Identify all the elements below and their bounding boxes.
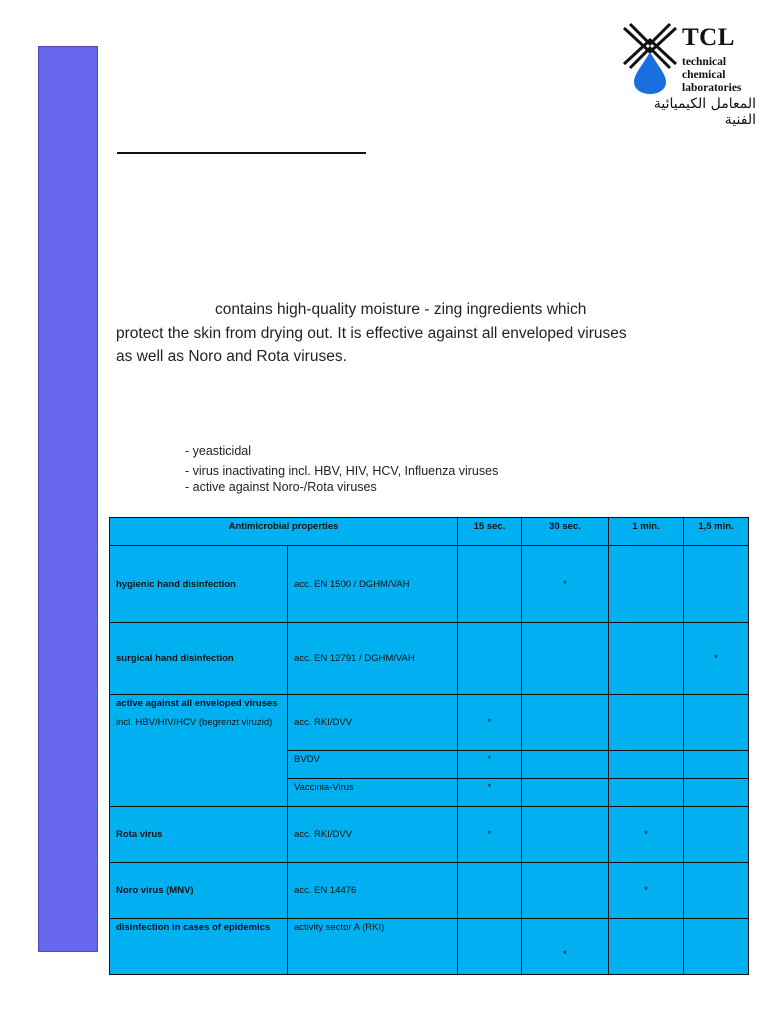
- row-method: acc. EN 12791 / DGHM/VAH: [294, 653, 415, 664]
- row-label: Rota virus: [116, 829, 163, 840]
- title-underline: [117, 152, 366, 154]
- table-row: [110, 695, 749, 751]
- logo-line-2: chemical: [682, 69, 726, 81]
- row-label: Noro virus (MNV): [116, 885, 194, 896]
- mark: *: [563, 578, 567, 590]
- mark: *: [487, 829, 492, 840]
- mark: *: [487, 782, 492, 793]
- header-1-5-min: 1,5 min.: [698, 521, 734, 532]
- mark: *: [644, 829, 648, 840]
- property-item: - active against Noro-/Rota viruses: [185, 480, 377, 494]
- mark: *: [487, 717, 492, 728]
- logo-arabic-name: المعامل الكيميائية الفنية: [653, 96, 756, 128]
- row-label: surgical hand disinfection: [116, 653, 234, 664]
- row-method: acc. RKI/DVV: [294, 829, 353, 840]
- logo-line-1: technical: [682, 56, 727, 68]
- intro-paragraph: [116, 298, 636, 369]
- mark: *: [644, 885, 648, 896]
- table-row: [110, 546, 749, 623]
- row-method: acc. EN 1500 / DGHM/VAH: [294, 578, 410, 590]
- header-properties: Antimicrobial properties: [228, 521, 339, 532]
- table-row: [110, 807, 749, 863]
- mark: *: [714, 653, 718, 664]
- row-note: incl. HBV/HIV/HCV (begrenzt viruzid): [116, 717, 273, 728]
- tcl-logo: [620, 22, 760, 128]
- property-item: - virus inactivating incl. HBV, HIV, HCV, Influenza viruses: [185, 464, 499, 478]
- logo-brand: TCL: [682, 24, 735, 51]
- row-label: hygienic hand disinfection: [116, 578, 236, 590]
- row-method: Vaccinia-Virus: [294, 782, 354, 793]
- table-row: [110, 919, 749, 975]
- row-label: disinfection in cases of epidemics: [116, 922, 271, 933]
- row-method: acc. EN 14476: [294, 885, 357, 896]
- antimicrobial-table: [109, 517, 749, 975]
- row-method: activity sector A (RKI): [294, 922, 385, 933]
- property-item: - yeasticidal: [185, 444, 251, 458]
- side-color-bar: [38, 46, 98, 952]
- header-15-sec: 15 sec.: [473, 521, 506, 532]
- header-1-min: 1 min.: [632, 521, 660, 532]
- header-30-sec: 30 sec.: [549, 521, 581, 532]
- tcl-emblem-icon: [620, 22, 680, 94]
- mark: *: [487, 754, 492, 765]
- table-row: [110, 623, 749, 695]
- table-row: [110, 863, 749, 919]
- row-label: active against all enveloped viruses: [116, 698, 278, 709]
- intro-text: contains high-quality moisture - zing ingredients which protect the skin from drying out. It is effective against all enveloped viruses as well as Noro and Rota viruses.: [116, 301, 627, 365]
- logo-line-3: laboratories: [682, 82, 742, 94]
- row-method: acc. RKI/DVV: [294, 717, 353, 728]
- mark: *: [563, 949, 567, 960]
- row-method: BVDV: [294, 754, 320, 765]
- table-header-row: [110, 518, 749, 546]
